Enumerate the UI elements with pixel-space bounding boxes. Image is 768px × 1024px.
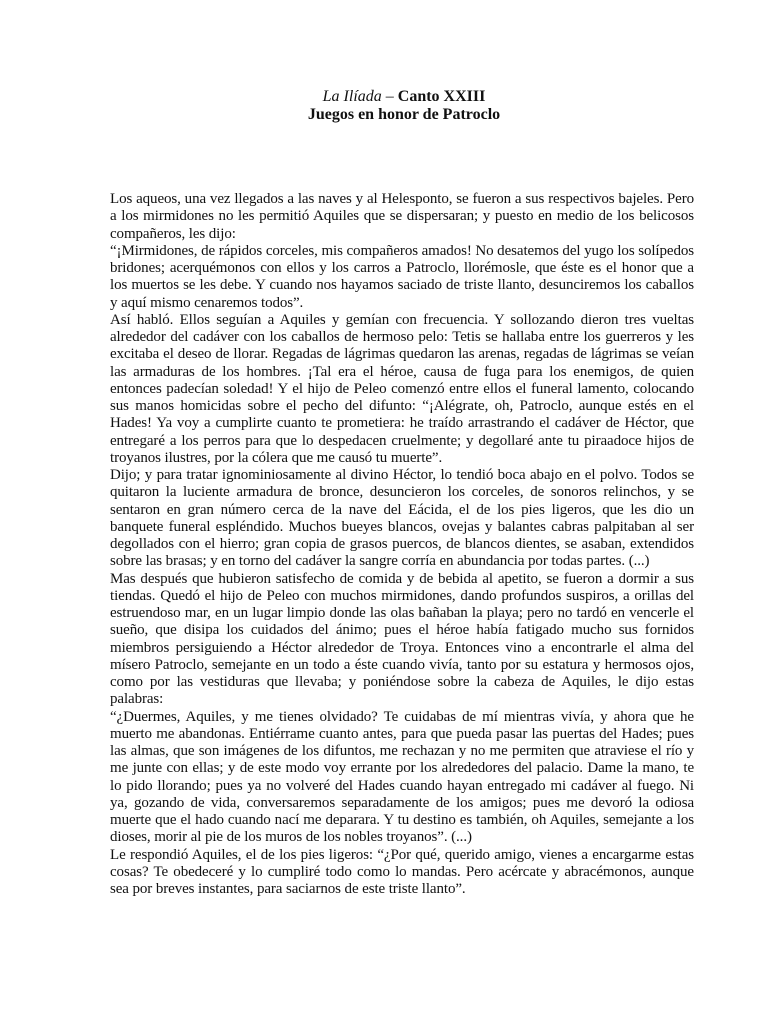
paragraph-6: “¿Duermes, Aquiles, y me tienes olvidado? Te cuidabas de mí mientras vivía, y ahora que he muerto me abandonas. Entiérrame cuanto antes, para que pueda pasar las puertas del Hades; pues las almas, que son imágenes de los difuntos, me rechazan y no me permiten que atraviese el río y me junte con ellas; y de este modo voy errante por los alrededores del palacio. Dame la mano, te lo pido llorando; pues ya no volveré del Hades cuando hayan entregado mi cadáver al fuego. Ni ya, gozando de vida, conversaremos separadamente de los amigos; pues me devoró la odiosa muerte que el hado cuando nací me deparara. Y tu destino es también, oh Aquiles, semejante a los dioses, morir al pie de los muros de los nobles troyanos”. (...) (110, 708, 694, 846)
paragraph-4: Dijo; y para tratar ignominiosamente al divino Héctor, lo tendió boca abajo en el polvo. Todos se quitaron la luciente armadura de bronce, desuncieron los corceles, de sonoros relinchos, y se sentaron en gran número cerca de la nave del Eácida, el de los pies ligeros, que les dio un banquete funeral espléndido. Muchos bueyes blancos, ovejas y balantes cabras palpitaban al ser degollados con el hierro; gran copia de grasos puercos, de blancos dientes, se asaban, extendidos sobre las brasas; y en torno del cadáver la sangre corría en abundancia por todas partes. (...) (110, 467, 694, 570)
paragraph-7: Le respondió Aquiles, el de los pies ligeros: “¿Por qué, querido amigo, vienes a encargarme estas cosas? Te obedeceré y lo cumpliré todo como lo mandas. Pero acércate y abracémonos, aunque sea por breves instantes, para saciarnos de este triste llanto”. (110, 846, 694, 897)
title-line (0, 88, 768, 106)
canto-title: Canto XXIII (397, 88, 486, 105)
paragraph-1: Los aqueos, una vez llegados a las naves y al Helesponto, se fueron a sus respectivos bajeles. Pero a los mirmidones no les permitió Aquiles que se dispersaran; y puesto en medio de los belicosos compañeros, les dijo: (110, 191, 694, 242)
paragraph-2: “¡Mirmidones, de rápidos corceles, mis compañeros amados! No desatemos del yugo los solípedos bridones; acerquémonos con ellos y los carros a Patroclo, llorémosle, que éste es el honor que a los muertos se les debe. Y cuando nos hayamos saciado de triste llanto, desunciremos los caballos y aquí mismo cenaremos todos”. (110, 242, 694, 311)
subtitle: Juegos en honor de Patroclo (307, 106, 501, 123)
work-title: La Ilíada (322, 88, 382, 105)
body-text (110, 191, 694, 898)
paragraph-3: Así habló. Ellos seguían a Aquiles y gemían con frecuencia. Y sollozando dieron tres vueltas alrededor del cadáver con los caballos de hermoso pelo: Tetis se hallaba entre los guerreros y les excitaba el deseo de llorar. Regadas de lágrimas quedaron las arenas, regadas de lágrimas se veían las armaduras de los hombres. ¡Tal era el héroe, causa de fuga para los enemigos, de quien entonces padecían soledad! Y el hijo de Peleo comenzó entre ellos el funeral lamento, colocando sus manos homicidas sobre el pecho del difunto: “¡Alégrate, oh, Patroclo, aunque estés en el Hades! Ya voy a cumplirte cuanto te prometiera: he traído arrastrando el cadáver de Héctor, que entregaré a los perros para que lo despedacen cruelmente; y degollaré ante tu piraadoce hijos de troyanos ilustres, por la cólera que me causó tu muerte”. (110, 311, 694, 466)
title-separator: – (381, 88, 398, 105)
title-block (0, 88, 768, 124)
paragraph-5: Mas después que hubieron satisfecho de comida y de bebida al apetito, se fueron a dormir a sus tiendas. Quedó el hijo de Peleo con muchos mirmidones, dando profundos suspiros, a orillas del estruendoso mar, en un lugar limpio donde las olas bañaban la playa; pero no tardó en vencerle el sueño, que disipa los cuidados del ánimo; pues el héroe había fatigado mucho sus fornidos miembros persiguiendo a Héctor alrededor de Troya. Entonces vino a encontrarle el alma del mísero Patroclo, semejante en un todo a éste cuando vivía, tanto por su estatura y hermosos ojos, como por las vestiduras que llevaba; y poniéndose sobre la cabeza de Aquiles, le dijo estas palabras: (110, 570, 694, 708)
